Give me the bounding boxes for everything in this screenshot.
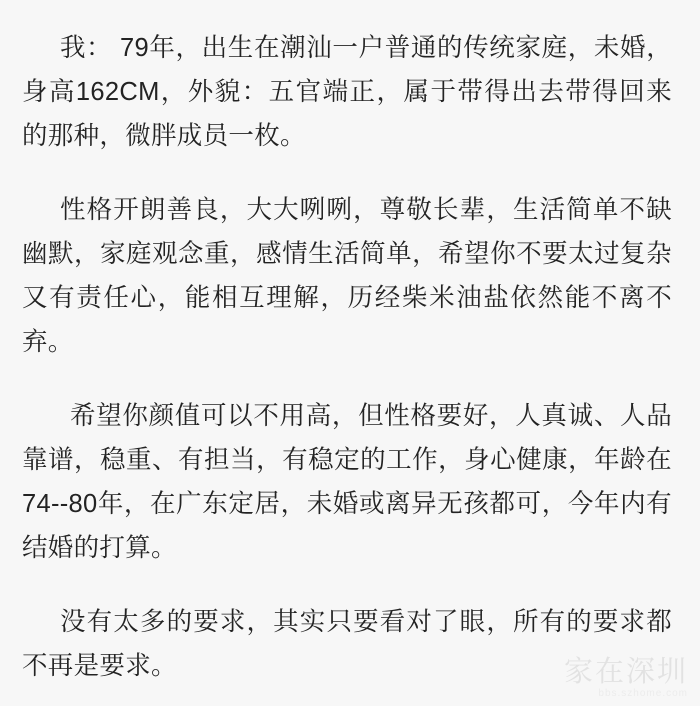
watermark — [564, 656, 688, 700]
watermark-title: 家在深圳 — [563, 656, 688, 688]
paragraph-requirements: 希望你颜值可以不用高，但性格要好，人真诚、人品靠谱，稳重、有担当，有稳定的工作，身心健康，年龄在74--80年，在广东定居，未婚或离异无孩都可，今年内有结婚的打算。 — [22, 402, 672, 562]
paragraph-closing: 没有太多的要求，其实只要看对了眼，所有的要求都不再是要求。 — [22, 608, 672, 680]
paragraph-personality: 性格开朗善良，大大咧咧，尊敬长辈，生活简单不缺幽默，家庭观念重，感情生活简单，希望你不要太过复杂又有责任心，能相互理解，历经柴米油盐依然能不离不弃。 — [22, 196, 672, 356]
paragraph-intro: 我： 79年，出生在潮汕一户普通的传统家庭，未婚，身高162CM，外貌：五官端正，属于带得出去带得回来的那种，微胖成员一枚。 — [22, 34, 672, 150]
watermark-url: bbs.szhome.com — [598, 688, 688, 699]
